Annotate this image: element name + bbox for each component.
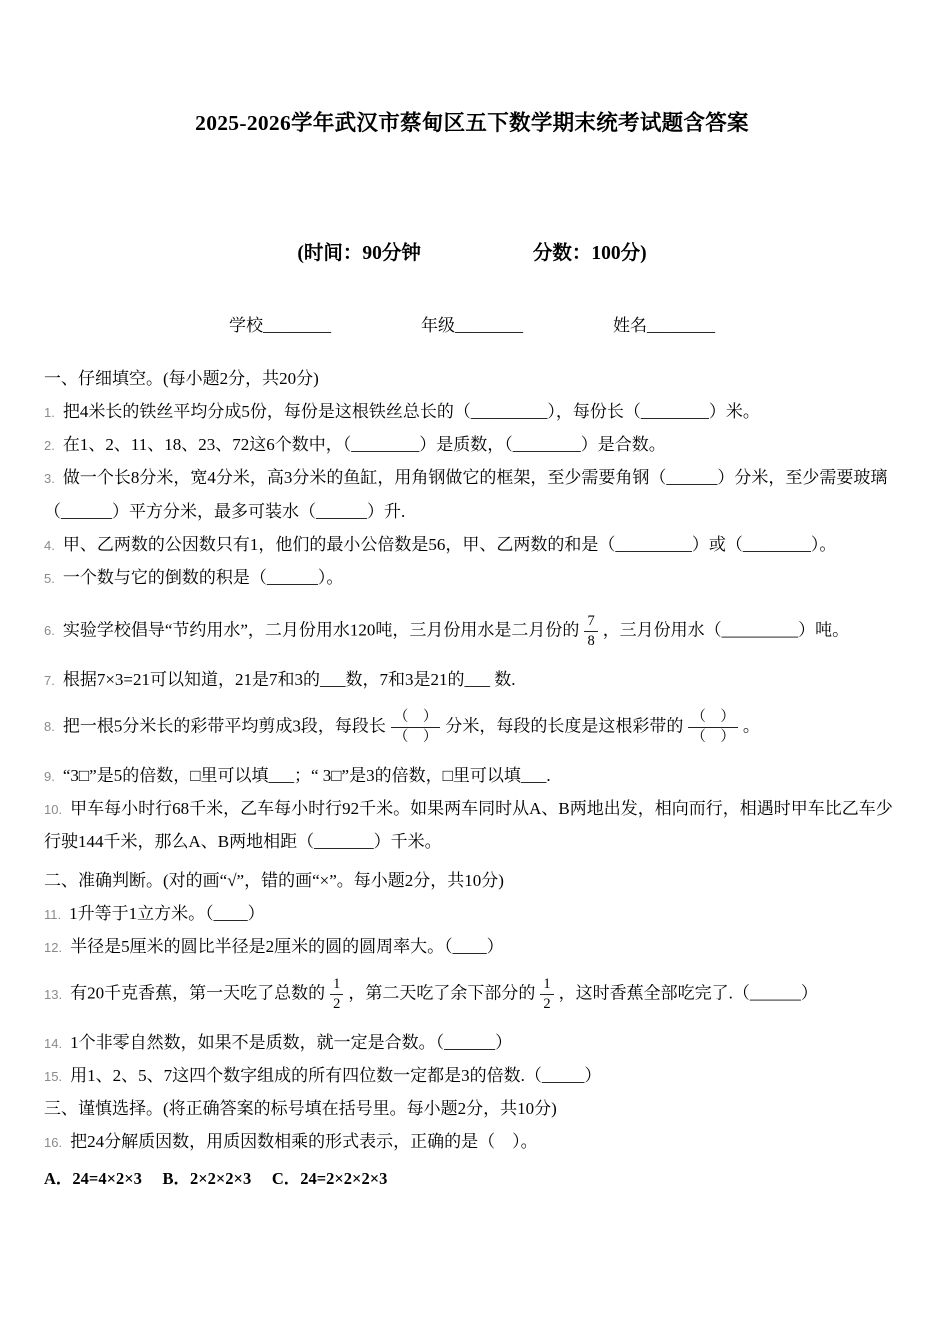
question-5 [44, 561, 900, 594]
question-6-text-post: ，三月份用水（_________）吨。 [602, 620, 850, 640]
question-15 [44, 1059, 900, 1092]
question-5-text: 一个数与它的倒数的积是（______）。 [62, 567, 344, 587]
question-12-text: 半径是5厘米的圆比半径是2厘米的圆的圆周率大。（____） [70, 937, 504, 957]
question-13-text-mid: ，第二天吃了余下部分的 [348, 983, 536, 1003]
exam-meta-line [44, 237, 900, 265]
fraction-numerator: 1 [330, 975, 343, 995]
fraction-denominator: 8 [587, 632, 595, 649]
question-6-number: 6. [44, 623, 55, 639]
question-11-number: 11. [44, 907, 62, 923]
question-15-text: 用1、2、5、7这四个数字组成的所有四位数一定都是3的倍数.（_____） [70, 1066, 602, 1086]
question-2 [44, 428, 900, 461]
section2-header: 二、准确判断。(对的画“√”，错的画“×”。每小题2分，共10分) [44, 870, 504, 890]
name-field: 姓名________ [613, 316, 715, 335]
question-12 [44, 930, 900, 963]
question-1 [44, 395, 900, 428]
question-7-number: 7. [44, 672, 55, 688]
fraction-1-2-first [330, 975, 343, 1014]
question-16-number: 16. [44, 1135, 63, 1151]
question-8-text-post: 。 [742, 716, 760, 736]
page-title: 2025-2026学年武汉市蔡甸区五下数学期末统考试题含答案 [195, 111, 749, 135]
question-4-number: 4. [44, 537, 55, 553]
question-14-text: 1个非零自然数，如果不是质数，就一定是合数。（______） [70, 1033, 513, 1053]
question-3-text: 做一个长8分米，宽4分米，高3分米的鱼缸，用角钢做它的框架，至少需要角钢（______）分米，至少需要玻璃（______）平方分米，最多可装水（______）升. [44, 468, 888, 521]
fraction-numerator: 7 [584, 612, 597, 632]
question-2-number: 2. [44, 438, 55, 454]
question-3-number: 3. [44, 471, 55, 487]
question-10-number: 10. [44, 801, 63, 817]
question-10 [44, 792, 900, 858]
question-13-number: 13. [44, 986, 63, 1002]
question-16 [44, 1125, 900, 1158]
fraction-1-2-second [540, 975, 553, 1014]
fraction-numerator: （ ） [391, 708, 441, 728]
question-2-text: 在1、2、11、18、23、72这6个数中，（________）是质数，（________）是合数。 [62, 435, 666, 455]
fraction-denominator: （ ） [691, 728, 735, 745]
question-9-number: 9. [44, 768, 55, 784]
question-3 [44, 461, 900, 527]
score-label: 分数：100分) [532, 243, 647, 264]
question-8-text-pre: 把一根5分米长的彩带平均剪成3段，每段长 [62, 716, 386, 736]
question-13-text-post: ，这时香蕉全部吃完了.（______） [558, 983, 818, 1003]
question-14-number: 14. [44, 1036, 63, 1052]
question-1-number: 1. [44, 405, 55, 421]
section3-header: 三、谨慎选择。(将正确答案的标号填在括号里。每小题2分，共10分) [44, 1099, 557, 1119]
question-14 [44, 1026, 900, 1059]
time-label: (时间：90分钟 [297, 243, 421, 264]
section1-header: 一、仔细填空。(每小题2分，共20分) [44, 369, 319, 388]
question-9-text: “3□”是5的倍数，□里可以填___；“ 3□”是3的倍数，□里可以填___. [62, 765, 551, 785]
fraction-7-8 [584, 612, 597, 651]
question-15-number: 15. [44, 1069, 63, 1085]
fraction-denominator: 2 [333, 996, 341, 1013]
question-11 [44, 897, 900, 930]
question-1-text: 把4米长的铁丝平均分成5份，每份是这根铁丝总长的（_________），每份长（________）米。 [62, 402, 760, 422]
fraction-blank-2 [688, 708, 738, 747]
question-16-text: 把24分解质因数，用质因数相乘的形式表示，正确的是（ ）。 [70, 1132, 538, 1152]
question-4 [44, 528, 900, 561]
question-7 [44, 663, 900, 696]
question-13-text-pre: 有20千克香蕉，第一天吃了总数的 [70, 983, 326, 1003]
fraction-denominator: 2 [543, 996, 551, 1013]
fraction-numerator: （ ） [688, 708, 738, 728]
question-8 [44, 708, 900, 747]
question-4-text: 甲、乙两数的公因数只有1，他们的最小公倍数是56，甲、乙两数的和是（_________）或（________）。 [62, 534, 837, 554]
grade-field: 年级________ [421, 316, 523, 335]
question-13 [44, 975, 900, 1014]
question-12-number: 12. [44, 940, 63, 956]
question-7-text: 根据7×3=21可以知道，21是7和3的___数，7和3是21的___ 数. [62, 669, 516, 689]
question-8-number: 8. [44, 719, 55, 735]
student-fields [44, 311, 900, 336]
fraction-denominator: （ ） [393, 728, 438, 745]
school-field: 学校________ [229, 316, 331, 335]
fraction-numerator: 1 [540, 975, 553, 995]
fraction-blank-1 [391, 708, 441, 747]
question-5-number: 5. [44, 570, 55, 586]
question-9 [44, 759, 900, 792]
question-6 [44, 612, 900, 651]
question-10-text: 甲车每小时行68千米，乙车每小时行92千米。如果两车同时从A、B两地出发，相向而行，相遇时甲车比乙车少行驶144千米，那么A、B两地相距（_______）千米。 [44, 798, 893, 851]
question-11-text: 1升等于1立方米。（____） [69, 904, 265, 924]
question-8-text-mid: 分米，每段的长度是这根彩带的 [445, 716, 684, 736]
question-16-options: A．24=4×2×3 B．2×2×2×3 C．24=2×2×2×3 [44, 1168, 388, 1188]
question-6-text-pre: 实验学校倡导“节约用水”，二月份用水120吨，三月份用水是二月份的 [62, 620, 580, 640]
exam-body [44, 362, 900, 1189]
